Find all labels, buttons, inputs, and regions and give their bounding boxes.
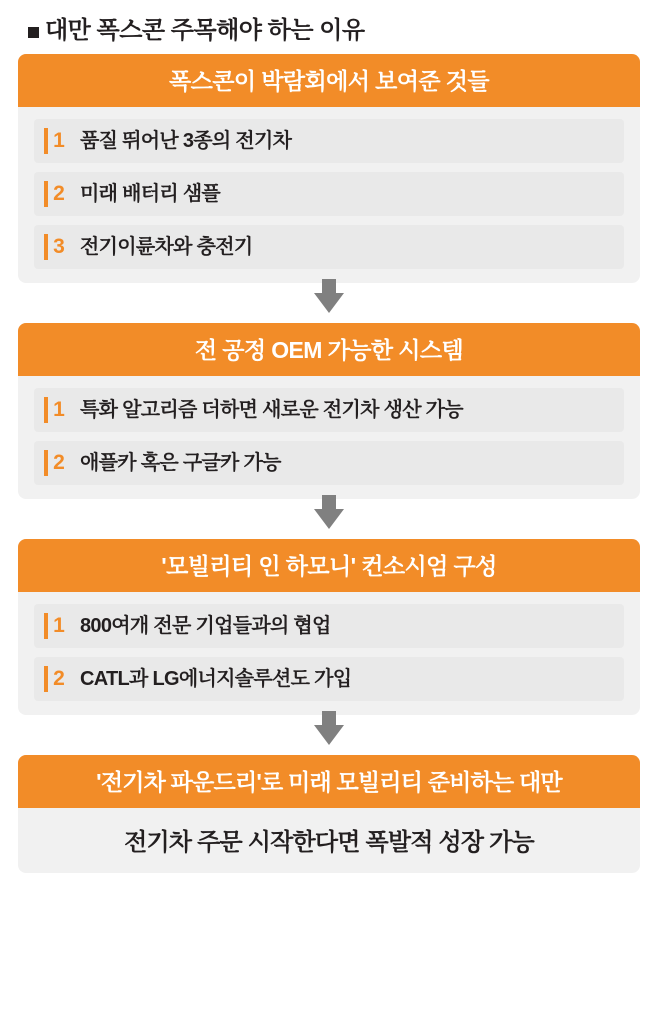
list-item-label: 애플카 혹은 구글카 가능 xyxy=(80,452,281,475)
list-item-number: 2 xyxy=(44,450,70,476)
down-arrow-icon xyxy=(314,293,344,313)
section-block-1 xyxy=(18,54,640,283)
list-item xyxy=(34,225,624,269)
page-title xyxy=(18,0,640,54)
list-item-label: CATL과 LG에너지솔루션도 가입 xyxy=(80,668,352,691)
flow-arrow-2 xyxy=(18,499,640,539)
list-item xyxy=(34,441,624,485)
list-item-label: 품질 뛰어난 3종의 전기차 xyxy=(80,130,292,153)
section-body-1 xyxy=(18,107,640,283)
flow-arrow-1 xyxy=(18,283,640,323)
list-item xyxy=(34,388,624,432)
square-bullet-icon xyxy=(28,27,39,38)
list-item-number: 3 xyxy=(44,234,70,260)
list-item-number: 2 xyxy=(44,181,70,207)
conclusion-header: '전기차 파운드리'로 미래 모빌리티 준비하는 대만 xyxy=(18,755,640,808)
list-item xyxy=(34,172,624,216)
list-item-number: 2 xyxy=(44,666,70,692)
list-item xyxy=(34,657,624,701)
list-item-label: 특화 알고리즘 더하면 새로운 전기차 생산 가능 xyxy=(80,399,463,422)
conclusion-body: 전기차 주문 시작한다면 폭발적 성장 가능 xyxy=(124,829,534,857)
section-header-3: '모빌리티 인 하모니' 컨소시엄 구성 xyxy=(18,539,640,592)
list-item-number: 1 xyxy=(44,397,70,423)
down-arrow-icon xyxy=(314,509,344,529)
down-arrow-icon xyxy=(314,725,344,745)
section-block-3 xyxy=(18,539,640,715)
section-header-2: 전 공정 OEM 가능한 시스템 xyxy=(18,323,640,376)
section-body-3 xyxy=(18,592,640,715)
section-block-2 xyxy=(18,323,640,499)
section-header-1: 폭스콘이 박람회에서 보여준 것들 xyxy=(18,54,640,107)
flow-arrow-3 xyxy=(18,715,640,755)
list-item xyxy=(34,604,624,648)
list-item-number: 1 xyxy=(44,128,70,154)
page-title-text: 대만 폭스콘 주목해야 하는 이유 xyxy=(45,17,365,44)
list-item-label: 800여개 전문 기업들과의 협업 xyxy=(80,615,331,638)
section-body-2 xyxy=(18,376,640,499)
conclusion-block xyxy=(18,755,640,873)
list-item xyxy=(34,119,624,163)
list-item-label: 미래 배터리 샘플 xyxy=(80,183,221,206)
list-item-label: 전기이륜차와 충전기 xyxy=(80,236,253,259)
list-item-number: 1 xyxy=(44,613,70,639)
